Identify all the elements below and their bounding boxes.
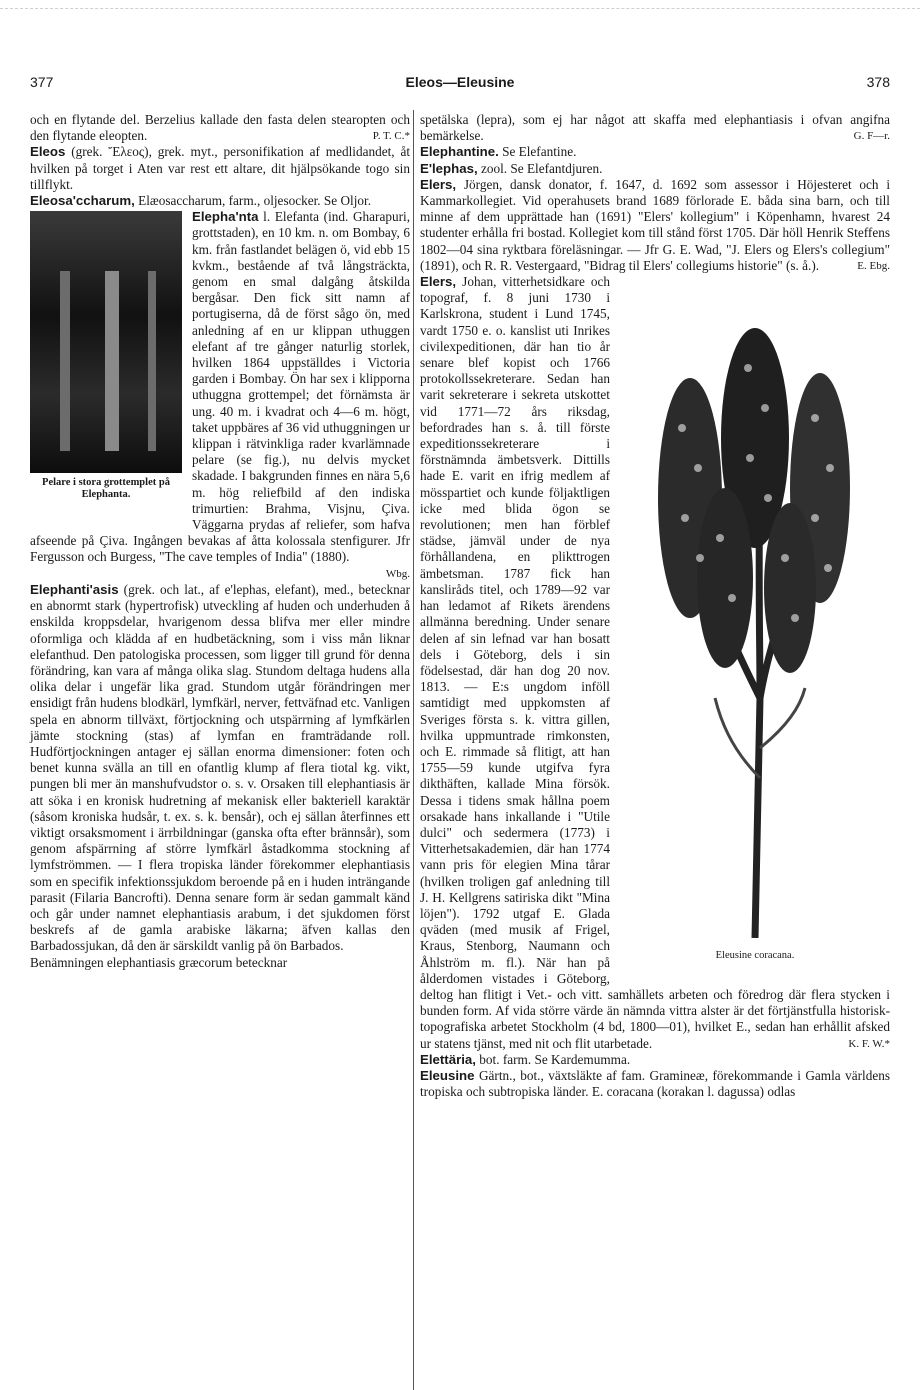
headword: Eleusine [420, 1067, 475, 1083]
entry-eleosaccharum: Eleosa'ccharum, Elæosaccharum, farm., oljesocker. Se Oljor. [30, 193, 372, 209]
entry-elettaria: Elettäria, bot. farm. Se Kardemumma. [420, 1051, 631, 1067]
entry-elers-johan: Elers, Eleusine coracana. Johan, vitterhetsidkare och topograf, f. 8 juni 1730 i Karlskrona, student i Lund 1745, vardt 1750 e. o. kanslist uti Inrikes civilexpeditionen, där han tio år senare blef kopist och 1766 protokollssekreterare. Sedan han varit sekreterare i sekreta utskottet vid 1771—72 års riksdag, befordrades han s. å. till förste expeditionssekreterare i förstnämnda ämbetsverk. Dittills hade E. varit en ifrig medlem af mösspartiet och kunde följaktligen icke med blida ögon se revolutionen; men han förblef städse, jämväl under de nya förhållandena, en plikttrogen ämbetsman. 1787 fick han kansliråds titel, och 1789—92 var han ledamot af Rikets ärendens allmänna beredning. Under senare delen af sin lefnad var han bosatt dels i Göteborg, dels i sin födelsestad, där han dog 20 nov. 1813. — E:s ungdom inföll samtidigt med uppkomsten af Sveriges första s. k. vittra gillen, hvilka uppmuntrade rimkonsten, och E. rimmade så flitigt, att han 1755—59 kunde utgifva fyra dikthäften, kallade Mina försök. Dessa i tidens smak hållna poem orsakade hans inkallande i "Utile dulci" och sedermera (1773) i Vitterhetsakademien, där han 1774 vann pris för elegien Mina tårar (hvilken troligen gaf anledning till J. H. Kellgrens satiriska dikt "Mina löjen"). 1792 utgaf E. Glada qväden (med musik af Frigel, Kraus, Stenborg, Naumann och Åhlström m. fl.). När han på ålderdomen vistades i Göteborg, deltog han flitigt i Vet.- och vitt. samhällets arbeten och föredrog där flera stycken i bunden form. Af vida större värde än nämnda vittra alster är det förtjänstfulla historisk-topografiska arbetet Stockholm (4 bd, 1800—01), hvilket E., sedan han erhållit afsked ur statens tjänst, med nit och flit utarbetade. K. F. W.* [420, 274, 890, 1051]
headword: E'lephas, [420, 160, 478, 176]
page-number-right: 378 [866, 74, 890, 90]
figure-eleusine [620, 278, 890, 968]
column-divider [413, 110, 414, 1390]
headword: Elephanti'asis [30, 581, 119, 597]
signature: G. F—r. [853, 130, 890, 143]
figure-caption: Pelare i stora grottemplet på Elephanta. [42, 477, 170, 501]
paragraph-continuation: och en flytande del. Berzelius kallade den fasta delen stearopten och den flytande eleopten. P. T. C.* [30, 112, 410, 144]
page-number-left: 377 [30, 74, 54, 90]
signature: Wbg. [385, 567, 410, 580]
signature: P. T. C.* [372, 130, 410, 143]
headword: Elephantine. [420, 144, 499, 160]
entry-elers-jorgen: Elers, Jörgen, dansk donator, f. 1647, d. 1692 som assessor i Höjesteret och i Kammarkollegiet. Vid operahusets brand 1689 förlorade E. båda sina barn, och till minne af dem upprättade han (1691) "Elers' kollegium" i Köpenhamn, hvarest 24 studenter erhålla fri bostad. Kollegiet kom till stånd först 1705. Där höll Henrik Steffens 1802—04 sina ryktbara föreläsningar. — Jfr G. E. Wad, "J. Elers og Elers's collegium" (1891), och R. R. Vestergaard, "Bidrag til Elers' collegiums historie" (s. å.). E. Ebg. [420, 176, 891, 273]
pillar-shape [60, 271, 70, 451]
page-header [30, 74, 890, 94]
headword: Elepha'nta [192, 209, 259, 225]
paragraph-last-line: Benämningen elephantiasis græcorum betecknar [30, 954, 288, 970]
entry-eleos: Eleos (grek. Ἔλεος), grek. myt., personifikation af medlidandet, åt hvilken på torget i Aten var rest ett altare, dit hjälpsökande togo sin tillflykt. [30, 144, 411, 192]
pillar-shape [105, 271, 119, 451]
eleusine-plant-illustration [620, 278, 890, 938]
entry-elephantine: Elephantine. Se Elefantine. [420, 144, 577, 160]
headword: Elers, [420, 274, 457, 290]
headword: Elers, [420, 176, 457, 192]
left-column [30, 112, 410, 971]
figure-elephanta [30, 211, 182, 513]
entry-eleusine: Eleusine Gärtn., bot., växtsläkte af fam. Gramineæ, förekommande i Gamla världens tropiska och subtropiska länder. E. coracana (korakan l. dagussa) odlas [420, 1067, 891, 1100]
temple-pillar-photo [30, 211, 182, 473]
entry-elephantiasis: Elephanti'asis (grek. och lat., af e'lephas, elefant), med., betecknar en abnormt stark (hypertrofisk) utveckling af huden och underhuden å enskilda kroppsdelar, hvarigenom dessa blifva mer eller mindre oformliga och klädda af en hudbetäckning, som i viss mån liknar elefanthud. Den patologiska processen, som ligger till grund för denna förändring, kan vara af många olika slag. Stundom deltaga hudens alla olika delar i ungefär lika grad. Stundom utgår förändringen mer ensidigt från hudens blodkärl, lymfkärl, nerver, fettväfnad etc. Vanligen spela en abnorm tillväxt, förtjockning och utspärrning af lymfkärlen jämte stockning (stas) af lymfan en framträdande roll. Hudförtjockningen antager ej sällan enorma dimensioner: foten och benet kunna svälla an till en ofantlig klump af flera tiotal kg. vikt, pungen bli mer än manshufvudstor o. s. v. Orsaken till elephantiasis är att söka i en kronisk hudretning af mekanisk eller bakteriell karaktär (såsom kroniska hudsår, t. ex. s. k. bensår), och ej sällan återfinnes ett viktigt orsaksmoment i ärrbildningar (ganska ofta efter brännsår), som genom afspärrning af större lymfkärl åstadkomma stockning af lymfströmmen. — I flera tropiska länder förekommer elephantiasis som en specifik infektionssjukdom beroende på en i huden inträngande parasit (Filaria Bancrofti). Denna senare form är sedan gammalt känd och går under namnet elephantiasis arabum, i det sjukdomen först beskrefs af de gamla arabiske läkarna; äfven kallas den Barbadossjukan, då den är särskildt vanlig på ön Barbados. [30, 581, 410, 954]
signature: K. F. W.* [848, 1037, 890, 1050]
figure-caption: Eleusine coracana. [715, 950, 795, 962]
running-title: Eleos—Eleusine [405, 74, 515, 90]
signature: E. Ebg. [857, 259, 890, 272]
right-column [420, 112, 890, 1100]
entry-elephanta: Elepha'nta Pelare i stora grottemplet på Elephanta. l. Elefanta (ind. Gharapuri, grottstaden), en 10 km. n. om Bombay, 6 km. från fastlandet belägen ö, vid ebb 15 kvkm., bestående af två långsträckta, genom en smal dalgång åtskilda bergåsar. Den fick sitt namn af portugiserna, då de först sågo ön, med anledning af en ur klippan uthuggen elefant af tre gånger naturlig storlek, hvilken 1864 uppställdes i Victoria garden i Bombay. Ön har sex i klipporna uthuggna grottempel; det förnämsta är ung. 40 m. i kvadrat och 4—6 m. högt, taket uppbäres af 36 vid uthuggningen ur klippan i rätvinkliga rader kvarlämnade pelare (se fig.), nu delvis mycket skadade. I bakgrunden finnes en nära 5,6 m. hög reliefbild af den indiska trimurtien: Brahma, Visjnu, Çiva. Väggarna prydas af reliefer, som hafva afseende på Çiva. Ingången bevakas af åtta kolossala stenfigurer. Jfr Fergusson och Burgess, "The cave temples of India" (1880). Wbg. [30, 209, 410, 582]
headword: Eleosa'ccharum, [30, 193, 135, 209]
top-dashed-rule [0, 0, 920, 9]
entry-elephas: E'lephas, zool. Se Elefantdjuren. [420, 160, 603, 176]
headword: Elettäria, [420, 1051, 476, 1067]
pillar-shape [148, 271, 156, 451]
headword: Eleos [30, 144, 66, 160]
paragraph-continuation: spetälska (lepra), som ej har något att skaffa med elephantiasis i ofvan angifna bemärkelse. G. F—r. [420, 112, 890, 144]
